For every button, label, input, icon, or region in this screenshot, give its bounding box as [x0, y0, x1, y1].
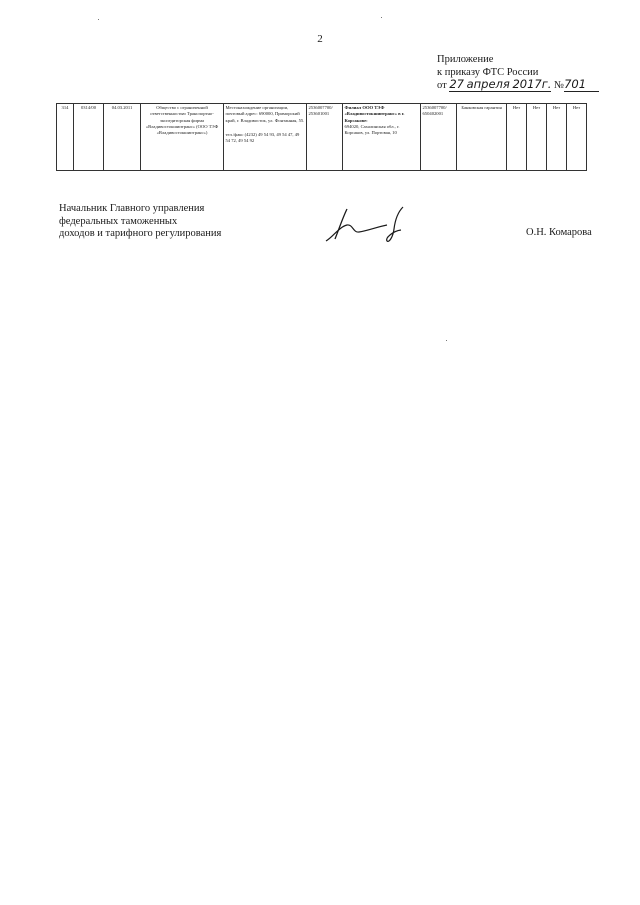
cell-row-number: 314: [57, 104, 74, 171]
cell-col-13: Нет: [547, 104, 567, 171]
appendix-header: [437, 54, 599, 93]
scan-speck: [98, 19, 99, 20]
signer-position-line3: доходов и тарифного регулирования: [59, 228, 222, 239]
cell-inclusion-date: 04.03.2011: [104, 104, 141, 171]
cell-registry-code: 0314/00: [74, 104, 104, 171]
cell-branch-inn-kpp: 2536007700/ 650402001: [421, 104, 457, 171]
signature-block: [59, 203, 221, 241]
appendix-order-ref: к приказу ФТС России: [437, 66, 539, 78]
table-row: [57, 104, 587, 171]
appendix-number-sign: №: [554, 80, 565, 91]
cell-address: [224, 104, 307, 171]
handwritten-signature: [323, 203, 411, 245]
appendix-date-year: 2017г.: [512, 77, 552, 91]
appendix-order-number: 701: [564, 77, 587, 91]
scan-speck: [381, 17, 382, 18]
appendix-order-number-wrap: [564, 79, 599, 92]
appendix-from-prefix: от: [437, 80, 447, 91]
cell-branch: [343, 104, 421, 171]
address-text: Местонахождение организации, почтовый адрес: 690000, Приморский край, г. Владивосток, ул. Фонтанная, 55.: [225, 105, 305, 123]
registry-table: [56, 103, 587, 171]
appendix-date-line: [437, 79, 599, 93]
cell-col-11: Нет: [507, 104, 527, 171]
signer-position-line2: федеральных таможенных: [59, 215, 178, 227]
page-number: 2: [317, 33, 323, 45]
cell-inn-kpp: 2536007700/ 253601001: [307, 104, 343, 171]
branch-address: 694020, Сахалинская обл., г. Корсаков, ул. Портовая, 10: [344, 123, 400, 136]
appendix-title: Приложение: [437, 54, 494, 65]
cell-organization-name: Общество с ограниченной ответственностью Транспортно-экспедиторская фирма «Владивостокшиптранс» (ООО ТЭФ «Владивостокшиптранс»): [141, 104, 224, 171]
branch-title: Филиал ООО ТЭФ «Владивостокшиптранс» в г. Корсакове:: [344, 105, 405, 123]
appendix-date-month: апреля: [466, 77, 510, 91]
appendix-date-day: 27: [449, 77, 464, 91]
cell-col-12: Нет: [527, 104, 547, 171]
cell-guarantee-type: Банковская гарантия: [457, 104, 507, 171]
signer-name: О.Н. Комарова: [526, 227, 592, 238]
cell-col-14: Нет: [567, 104, 587, 171]
phone-text: тел./факс (4232) 49 54 93, 49 54 47, 49 54 72, 49 54 92: [225, 131, 300, 144]
signer-position-line1: Начальник Главного управления: [59, 203, 205, 214]
scan-speck: [446, 340, 447, 341]
appendix-date: [449, 79, 551, 92]
